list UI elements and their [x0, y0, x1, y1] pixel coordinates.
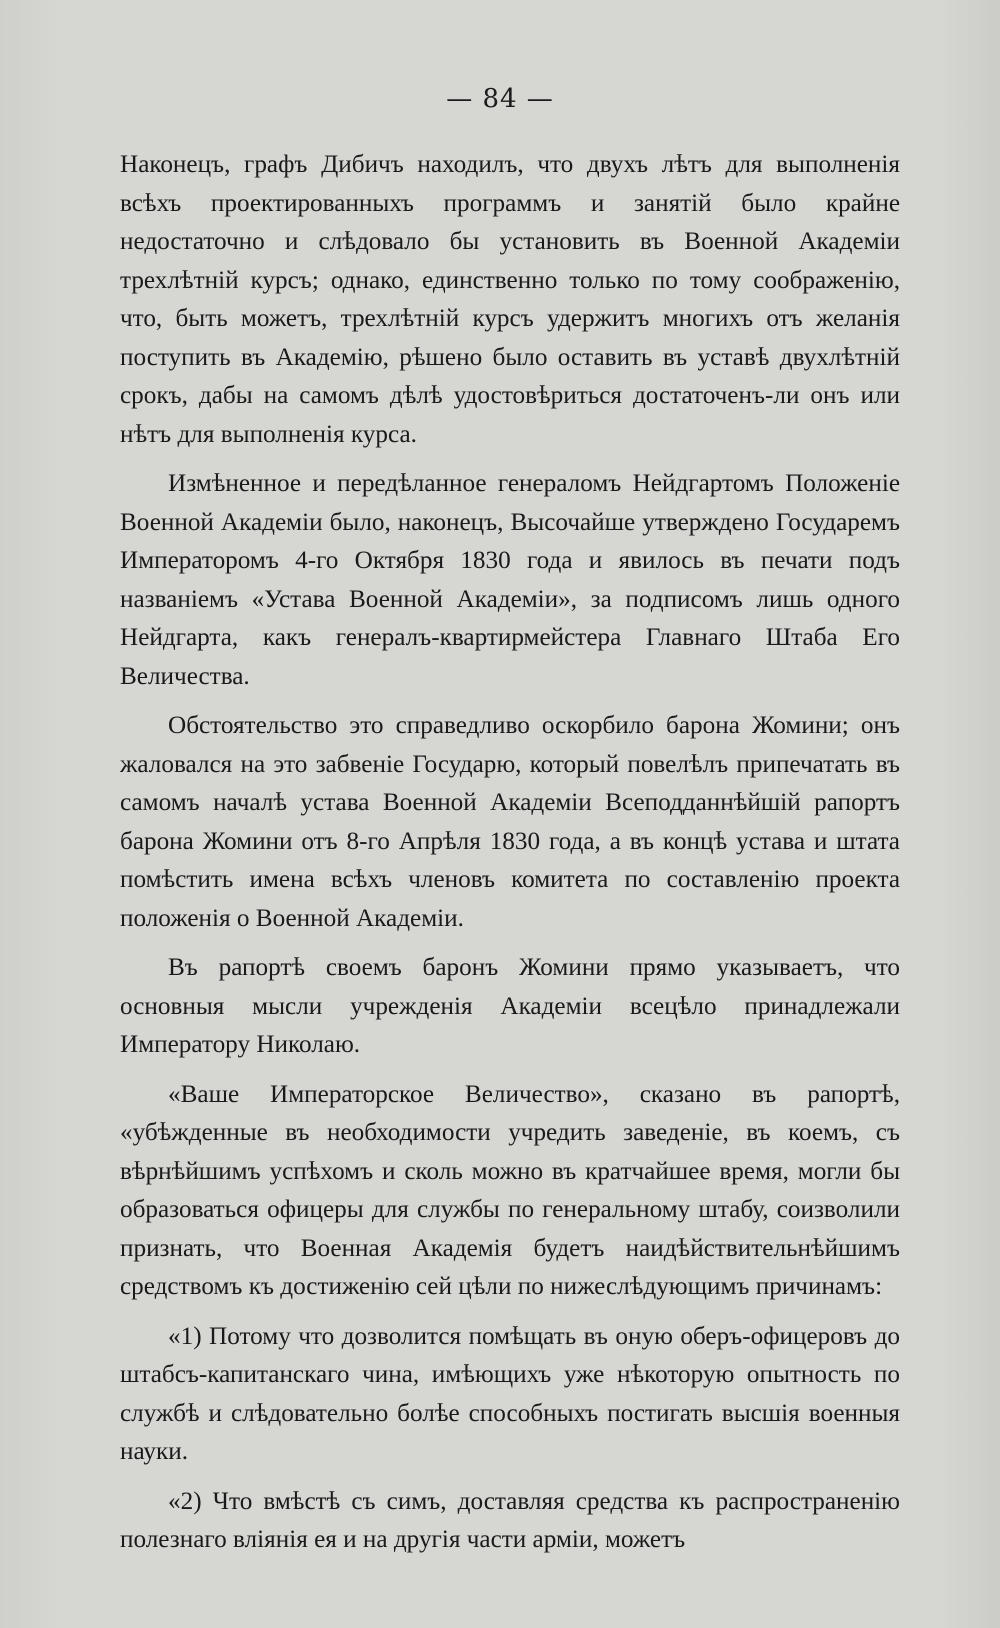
page-number: — 84 — [446, 84, 554, 114]
paragraph-2: Измѣненное и передѣланное генераломъ Нейдгартомъ Положеніе Военной Академіи было, наконецъ, Высочайше утверждено Государемъ Императоромъ 4-го Октября 1830 года и явилось въ печати подъ названіемъ «Устава Военной Академіи», за подписомъ лишь одного Нейдгарта, какъ генералъ-квартирмейстера Главнаго Штаба Его Величества. [120, 470, 900, 690]
paragraph-7: «2) Что вмѣстѣ съ симъ, доставляя средства къ распространенію полезнаго вліянія ея и на другія части арміи, можетъ [120, 1487, 900, 1553]
paragraph-5: «Ваше Императорское Величество», сказано въ рапортѣ, «убѣжденные въ необходимости учредить заведеніе, въ коемъ, съ вѣрнѣйшимъ успѣхомъ и сколь можно въ кратчайшее время, могли бы образоваться офицеры для службы по генеральному штабу, соизволили признать, что Военная Академія будетъ наидѣйствительнѣйшимъ средствомъ къ достиженію сей цѣли по нижеслѣдующимъ причинамъ: [120, 1080, 900, 1300]
paragraph-4: Въ рапортѣ своемъ баронъ Жомини прямо указываетъ, что основныя мысли учрежденія Академіи всецѣло принадлежали Императору Николаю. [120, 954, 900, 1058]
paragraph-3: Обстоятельство это справедливо оскорбило барона Жомини; онъ жаловался на это забвеніе Государю, который повелѣлъ припечатать въ самомъ началѣ устава Военной Академіи Всеподданнѣйшій рапортъ барона Жомини отъ 8-го Апрѣля 1830 года, а въ концѣ устава и штата помѣстить имена всѣхъ членовъ комитета по составленію проекта положенія о Военной Академіи. [120, 712, 900, 932]
paragraph-1: Наконецъ, графъ Дибичъ находилъ, что двухъ лѣтъ для выполненія всѣхъ проектированныхъ программъ и занятій было крайне недостаточно и слѣдовало бы установить въ Военной Академіи трехлѣтній курсъ; однако, единственно только по тому соображенію, что, быть можетъ, трехлѣтній курсъ удержитъ многихъ отъ желанія поступить въ Академію, рѣшено было оставить въ уставѣ двухлѣтній срокъ, дабы на самомъ дѣлѣ удостовѣриться достаточенъ-ли онъ или нѣтъ для выполненія курса. [120, 151, 900, 448]
body-text [120, 146, 900, 1571]
paragraph-6: «1) Потому что дозволится помѣщать въ оную оберъ-офицеровъ до штабсъ-капитанскаго чина, имѣющихъ уже нѣкоторую опытность по службѣ и слѣдовательно болѣе способныхъ постигать высшія военныя науки. [120, 1322, 900, 1465]
